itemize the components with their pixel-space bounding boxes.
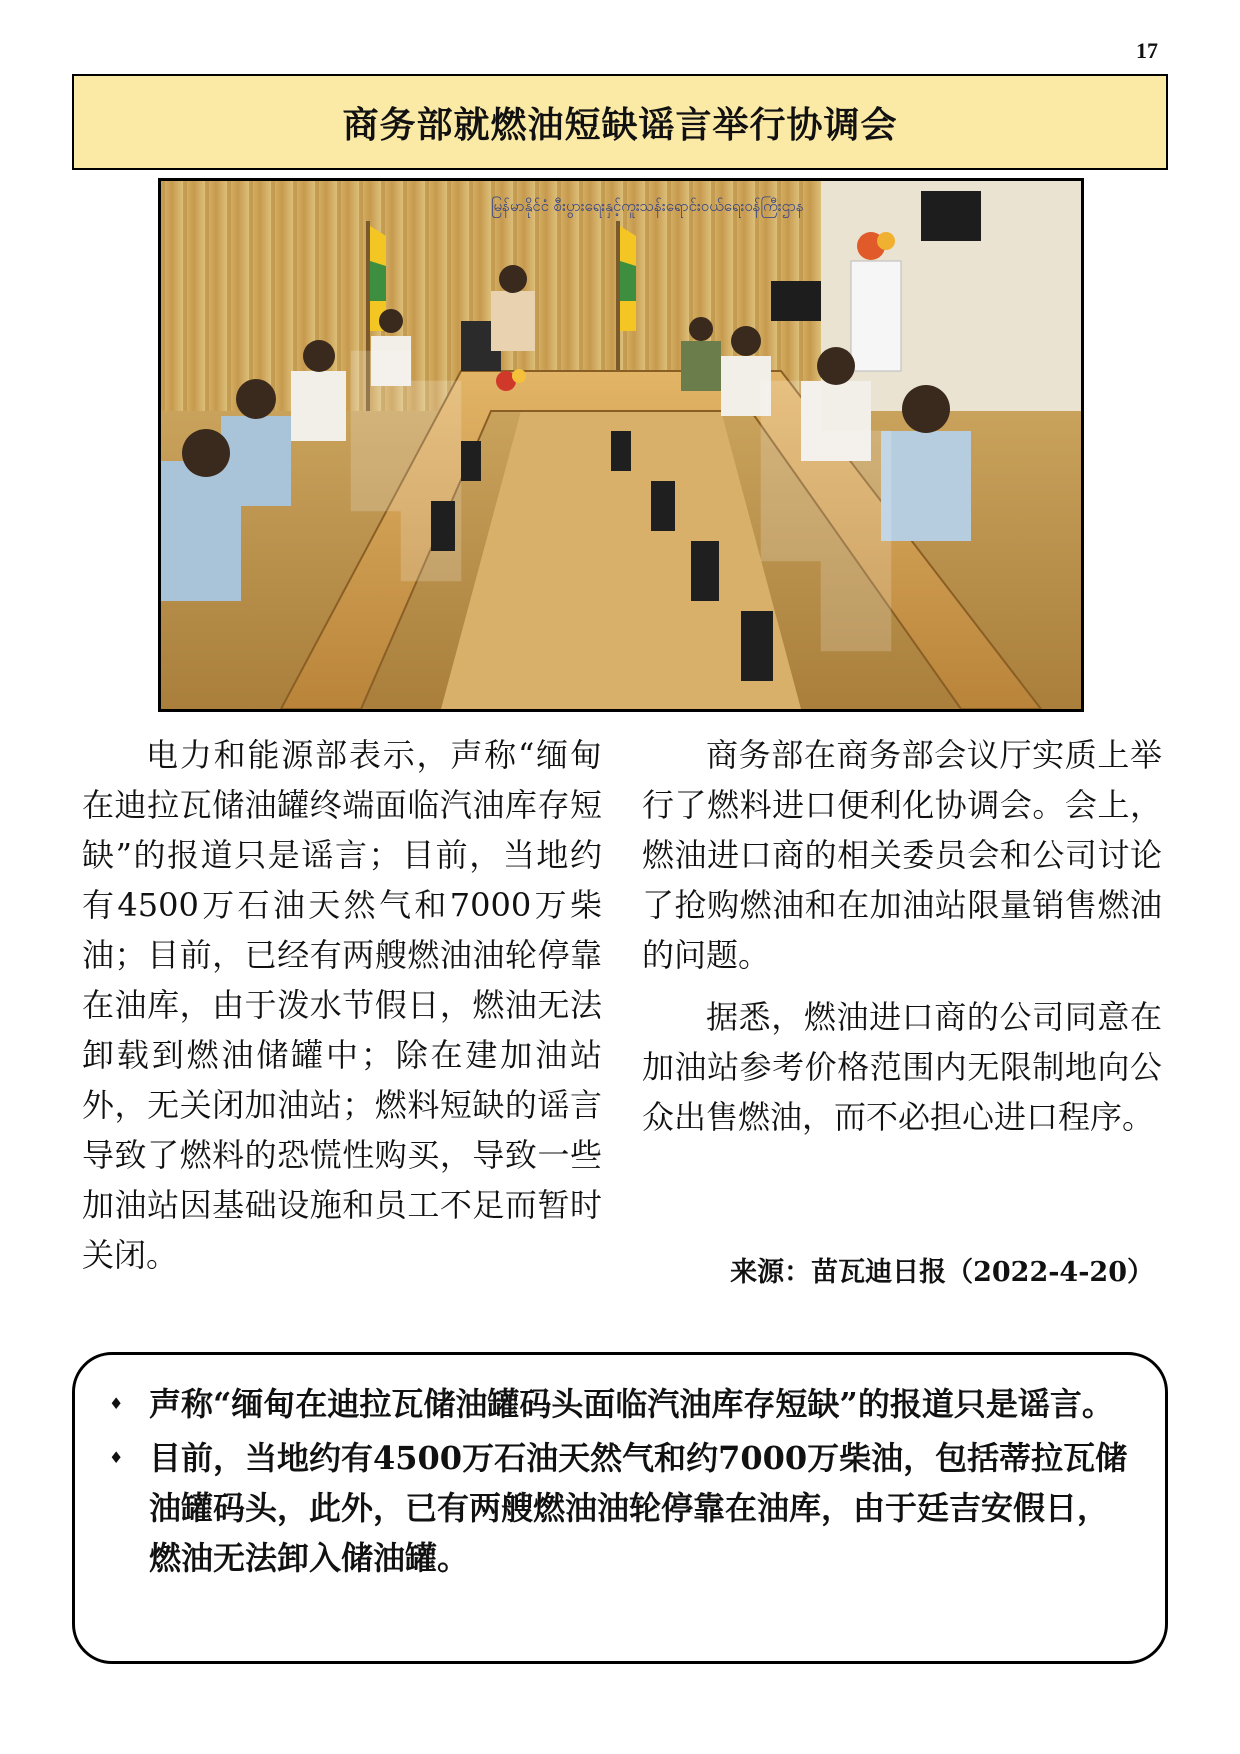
summary-list <box>109 1379 1131 1583</box>
page-number: 17 <box>1136 38 1158 63</box>
meeting-photo <box>158 178 1084 712</box>
summary-item <box>109 1379 1131 1429</box>
article-left-column <box>82 730 602 1280</box>
article-paragraph: 据悉，燃油进口商的公司同意在加油站参考价格范围内无限制地向公众出售燃油，而不必担心进口程序。 <box>642 998 1162 1136</box>
page-title: 商务部就燃油短缺谣言举行协调会 <box>342 104 898 146</box>
title-banner <box>72 74 1168 170</box>
article-paragraph: 电力和能源部表示，声称“缅甸在迪拉瓦储油罐终端面临汽油库存短缺”的报道只是谣言；目前，当地约有4500万石油天然气和7000万柴油；目前，已经有两艘燃油油轮停靠在油库，由于泼水节假日，燃油无法卸载到燃油储罐中；除在建加油站外，无关闭加油站；燃料短缺的谣言导致了燃料的恐慌性购买，导致一些加油站因基础设施和员工不足而暂时关闭。 <box>82 736 602 1274</box>
article-paragraph: 商务部在商务部会议厅实质上举行了燃料进口便利化协调会。会上，燃油进口商的相关委员会和公司讨论了抢购燃油和在加油站限量销售燃油的问题。 <box>642 736 1162 974</box>
diamond-bullet-icon: ♦ <box>109 1394 124 1413</box>
article-right-column <box>642 730 1162 1142</box>
summary-item-text: 目前，当地约有4500万石油天然气和约7000万柴油，包括蒂拉瓦储油罐码头，此外，已有两艘燃油油轮停靠在油库，由于廷吉安假日，燃油无法卸入储油罐。 <box>149 1439 1128 1577</box>
summary-box <box>72 1352 1168 1664</box>
meeting-room-illustration <box>161 181 1081 709</box>
diamond-bullet-icon: ♦ <box>109 1448 124 1467</box>
summary-item-text: 声称“缅甸在迪拉瓦储油罐码头面临汽油库存短缺”的报道只是谣言。 <box>149 1385 1114 1423</box>
source-citation: 来源：苗瓦迪日报（2022-4-20） <box>730 1257 1154 1288</box>
summary-item <box>109 1433 1131 1583</box>
banner-text: မြန်မာနိုင်ငံ စီးပွားရေးနှင့်ကူးသန်းရောင်းဝယ်ရေးဝန်ကြီးဌာန <box>491 197 804 215</box>
